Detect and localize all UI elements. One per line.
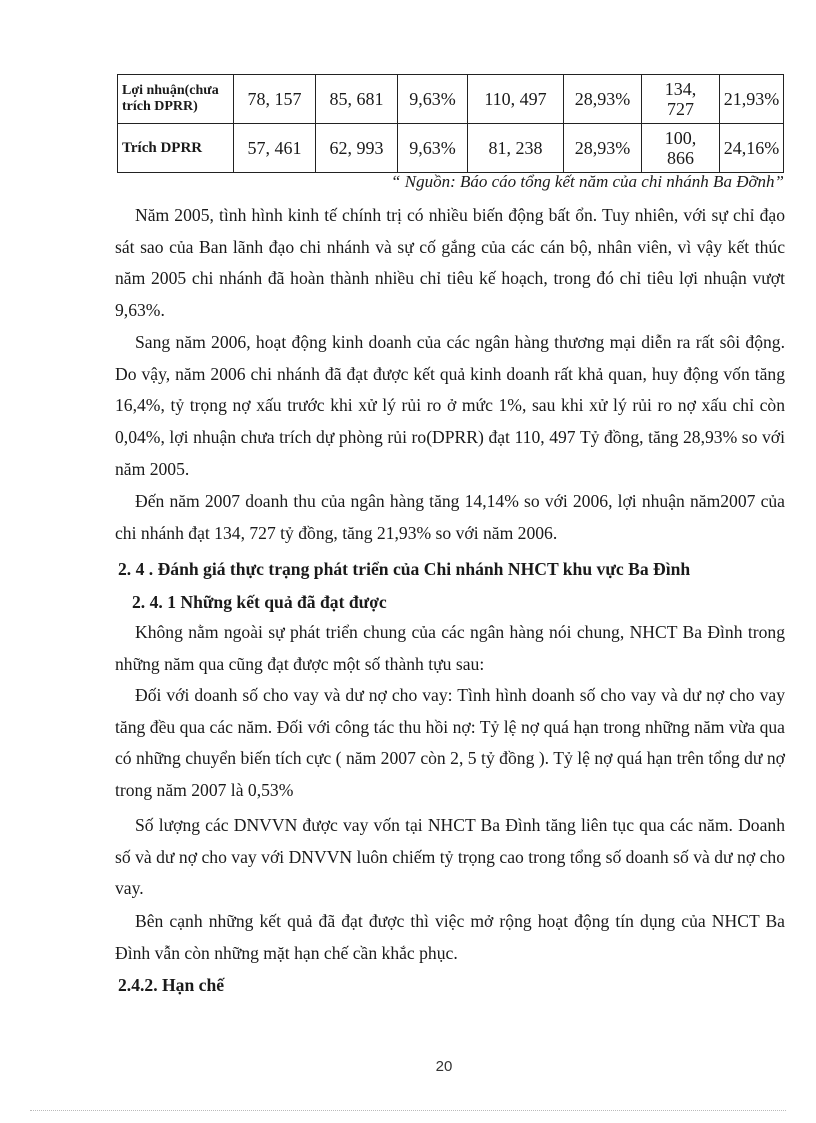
paragraph: Không nằm ngoài sự phát triển chung của các ngân hàng nói chung, NHCT Ba Đình trong những năm qua cũng đạt được một số thành tựu sau: xyxy=(115,622,785,674)
paragraph: Bên cạnh những kết quả đã đạt được thì việc mở rộng hoạt động tín dụng của NHCT Ba Đình vẫn còn những mặt hạn chế cần khắc phục. xyxy=(115,911,785,963)
row-label: Lợi nhuận(chưa trích DPRR) xyxy=(118,75,234,124)
table-row xyxy=(118,124,784,173)
table-cell: 100, 866 xyxy=(642,124,720,173)
page-divider xyxy=(30,1110,786,1111)
table-cell: 78, 157 xyxy=(234,75,316,124)
table-cell: 110, 497 xyxy=(468,75,564,124)
subsection-heading: 2. 4. 1 Những kết quả đã đạt được xyxy=(132,592,387,612)
table-cell: 9,63% xyxy=(398,124,468,173)
table-cell: 134, 727 xyxy=(642,75,720,124)
profit-table xyxy=(117,74,784,173)
paragraph: Đến năm 2007 doanh thu của ngân hàng tăng 14,14% so với 2006, lợi nhuận năm2007 của chi nhánh đạt 134, 727 tỷ đồng, tăng 21,93% so với năm 2006. xyxy=(115,491,785,543)
table-cell: 28,93% xyxy=(564,75,642,124)
table-cell: 57, 461 xyxy=(234,124,316,173)
table-cell: 81, 238 xyxy=(468,124,564,173)
paragraph: Sang năm 2006, hoạt động kinh doanh của các ngân hàng thương mại diễn ra rất sôi động. Do vậy, năm 2006 chi nhánh đã đạt được kết quả kinh doanh rất khả quan, huy động vốn tăng 16,4%, tỷ trọng nợ xấu trước khi xử lý rủi ro ở mức 1%, sau khi xử lý rủi ro nợ xấu chỉ còn 0,04%, lợi nhuận chưa trích dự phòng rủi ro(DPRR) đạt 110, 497 Tỷ đồng, tăng 28,93% so với năm 2005. xyxy=(115,332,785,479)
section-heading: 2. 4 . Đánh giá thực trạng phát triển của Chi nhánh NHCT khu vực Ba Đình xyxy=(118,559,691,579)
table-cell: 85, 681 xyxy=(316,75,398,124)
table-cell: 9,63% xyxy=(398,75,468,124)
subsection-heading: 2.4.2. Hạn chế xyxy=(118,975,225,995)
paragraph: Năm 2005, tình hình kinh tế chính trị có nhiều biến động bất ổn. Tuy nhiên, với sự chỉ đạo sát sao của Ban lãnh đạo chi nhánh và sự cố gắng của các cán bộ, nhân viên, vì vậy kết thúc năm 2005 chi nhánh đã hoàn thành nhiều chỉ tiêu kế hoạch, trong đó chỉ tiêu lợi nhuận vượt 9,63%. xyxy=(115,205,785,321)
page-number: 20 xyxy=(435,1058,453,1075)
table-row xyxy=(118,75,784,124)
paragraph: Số lượng các DNVVN được vay vốn tại NHCT Ba Đình tăng liên tục qua các năm. Doanh số và dư nợ cho vay với DNVVN luôn chiếm tỷ trọng cao trong tổng số doanh số và dư nợ cho vay. xyxy=(115,815,785,899)
row-label: Trích DPRR xyxy=(118,124,234,173)
table-cell: 62, 993 xyxy=(316,124,398,173)
paragraph: Đối với doanh số cho vay và dư nợ cho vay: Tình hình doanh số cho vay và dư nợ cho vay tăng đều qua các năm. Đối với công tác thu hồi nợ: Tỷ lệ nợ quá hạn trong những năm vừa qua có những chuyển biến tích cực ( năm 2007 còn 2, 5 tỷ đồng ). Tỷ lệ nợ quá hạn trên tổng dư nợ trong năm 2007 là 0,53% xyxy=(115,685,785,801)
source-note: “ Nguồn: Báo cáo tổng kết năm của chi nhánh Ba Đỡnh” xyxy=(391,172,784,191)
table-cell: 24,16% xyxy=(720,124,784,173)
table-cell: 21,93% xyxy=(720,75,784,124)
table-cell: 28,93% xyxy=(564,124,642,173)
